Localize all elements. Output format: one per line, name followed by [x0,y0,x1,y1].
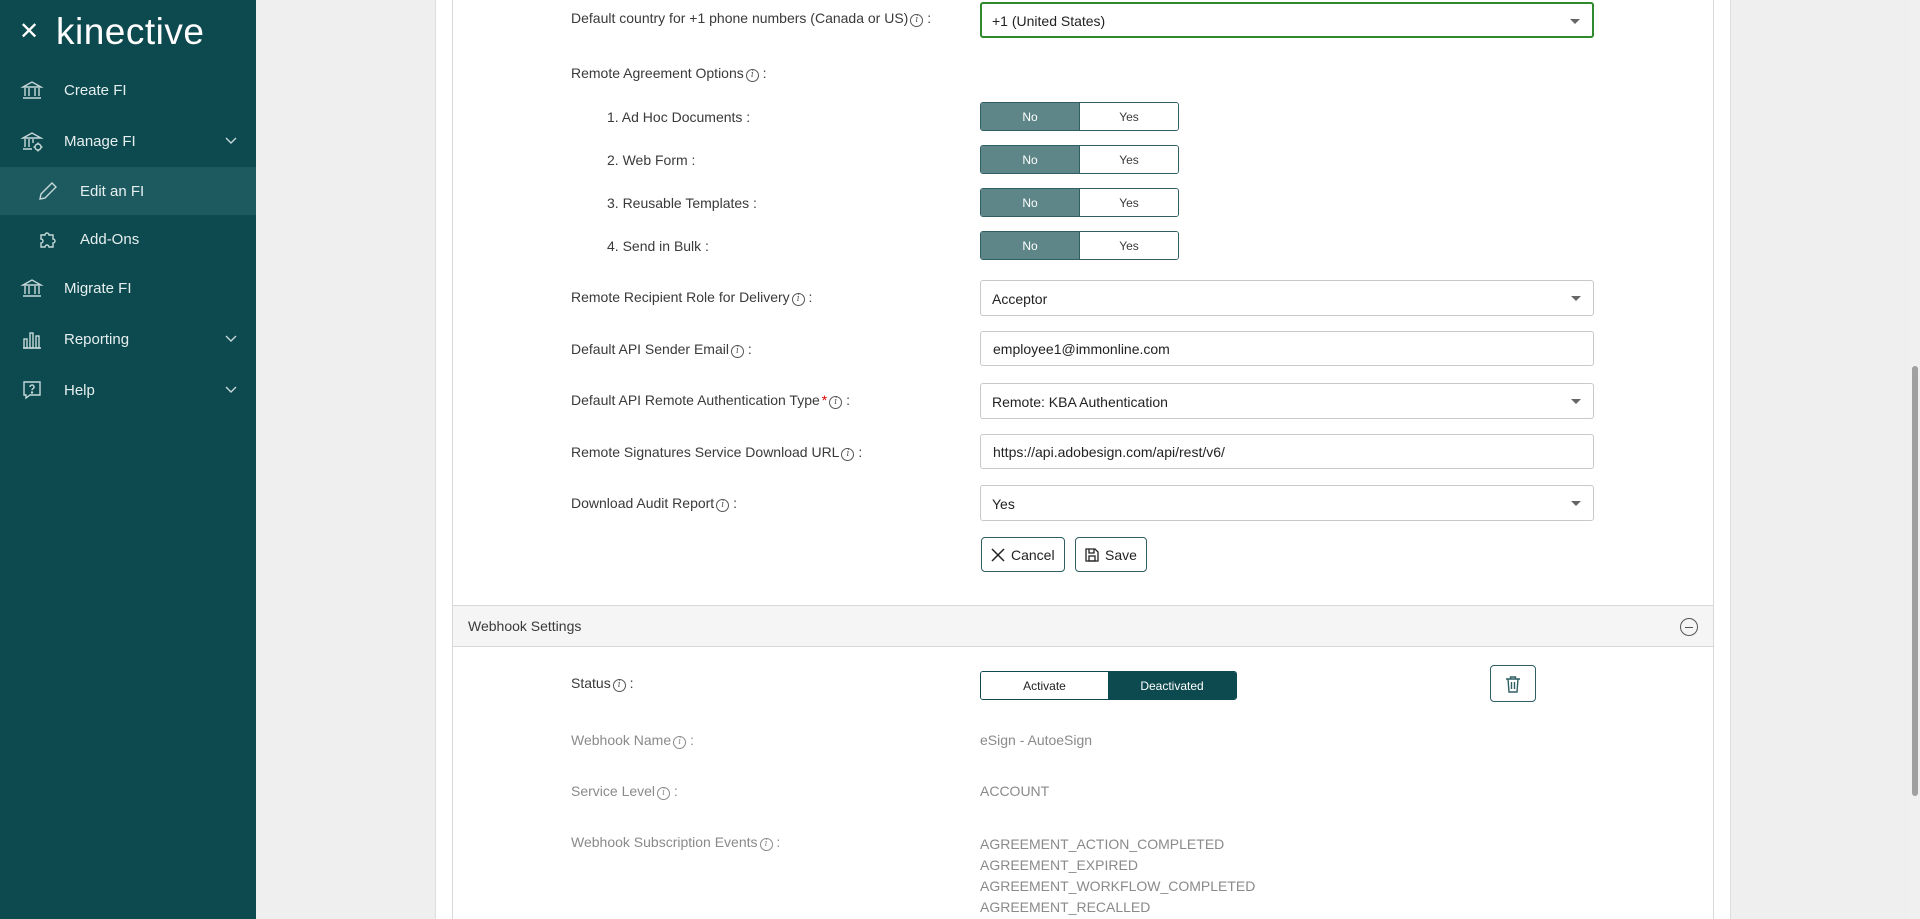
info-icon[interactable]: i [829,396,842,409]
sidebar-item-label: Migrate FI [64,279,132,297]
caret-down-icon [1571,399,1581,404]
cancel-button-label: Cancel [1011,546,1055,563]
auth-type-label: Default API Remote Authentication Type * i : [571,392,851,408]
close-icon [990,547,1006,563]
ad-hoc-documents-toggle [980,102,1179,131]
yes-option[interactable]: Yes [1079,146,1178,173]
info-icon[interactable]: i [760,838,773,851]
trash-icon [1505,675,1521,693]
required-marker: * [821,392,828,408]
caret-down-icon [1571,501,1581,506]
list-item: AGREEMENT_ACTION_COMPLETED [980,836,1225,852]
ad-hoc-documents-label: 1. Ad Hoc Documents : [607,109,751,125]
send-in-bulk-label: 4. Send in Bulk : [607,238,709,254]
no-option[interactable]: No [981,232,1079,259]
bank-icon [20,276,44,300]
sidebar-item-add-ons[interactable] [0,215,256,263]
webhook-name-value: eSign - AutoeSign [980,732,1093,748]
activate-option[interactable]: Activate [981,672,1108,699]
reusable-templates-label: 3. Reusable Templates : [607,195,757,211]
bar-chart-icon [20,327,44,351]
chevron-down-icon [224,382,238,396]
deactivated-option[interactable]: Deactivated [1108,672,1236,699]
brand-logo: kinective [56,11,205,52]
info-icon[interactable]: i [910,14,923,27]
info-icon[interactable]: i [657,787,670,800]
cancel-button[interactable] [981,537,1065,572]
sidebar-item-label: Reporting [64,330,130,348]
no-option[interactable]: No [981,103,1079,130]
close-icon[interactable]: ✕ [18,18,40,45]
no-option[interactable]: No [981,189,1079,216]
sidebar-item-create-fi[interactable] [0,66,256,114]
sidebar-item-label: Edit an FI [80,182,145,200]
chevron-down-icon [224,331,238,345]
auth-type-select[interactable]: Remote: KBA Authentication [980,383,1594,419]
sidebar [0,0,256,919]
caret-down-icon [1570,19,1580,24]
audit-report-select[interactable]: Yes [980,485,1594,521]
web-form-label: 2. Web Form : [607,152,696,168]
sender-email-input[interactable]: employee1@immonline.com [980,331,1594,366]
subscription-events-label: Webhook Subscription Events i : [571,834,781,850]
sidebar-item-label: Manage FI [64,132,136,150]
service-level-label: Service Level i : [571,783,678,799]
sidebar-header [0,0,256,64]
save-icon [1084,547,1100,563]
sidebar-item-label: Help [64,381,95,399]
chevron-down-icon [224,133,238,147]
sidebar-item-manage-fi[interactable] [0,117,256,165]
collapse-icon[interactable] [1680,618,1698,636]
save-button-label: Save [1105,546,1137,563]
info-icon[interactable]: i [841,448,854,461]
caret-down-icon [1571,296,1581,301]
webhook-settings-header[interactable] [453,605,1713,647]
sidebar-item-label: Add-Ons [80,230,140,248]
webhook-name-label: Webhook Name i : [571,732,694,748]
help-bubble-icon [20,378,44,402]
status-label: Status i : [571,675,634,691]
list-item: AGREEMENT_WORKFLOW_COMPLETED [980,878,1256,894]
remote-agreement-label: Remote Agreement Options i : [571,65,767,81]
status-toggle [980,671,1237,700]
audit-report-label: Download Audit Report i : [571,495,737,511]
reusable-templates-toggle [980,188,1179,217]
service-level-value: ACCOUNT [980,783,1050,799]
sidebar-item-edit-fi[interactable] [0,167,256,215]
sidebar-item-help[interactable] [0,366,256,414]
sidebar-item-reporting[interactable] [0,315,256,363]
download-url-label: Remote Signatures Service Download URL i : [571,444,863,460]
section-title: Webhook Settings [468,618,582,634]
subscription-events-list [980,834,1255,918]
info-icon[interactable]: i [673,736,686,749]
info-icon[interactable]: i [731,345,744,358]
no-option[interactable]: No [981,146,1079,173]
sidebar-item-migrate-fi[interactable] [0,264,256,312]
list-item: AGREEMENT_EXPIRED [980,857,1138,873]
info-icon[interactable]: i [716,499,729,512]
info-icon[interactable]: i [746,69,759,82]
puzzle-icon [36,227,60,251]
yes-option[interactable]: Yes [1079,232,1178,259]
sender-email-label: Default API Sender Email i : [571,341,752,357]
default-country-select[interactable]: +1 (United States) [980,2,1594,38]
download-url-input[interactable]: https://api.adobesign.com/api/rest/v6/ [980,434,1594,469]
default-country-label: Default country for +1 phone numbers (Canada or US) i : [571,10,932,26]
send-in-bulk-toggle [980,231,1179,260]
web-form-toggle [980,145,1179,174]
info-icon[interactable]: i [792,293,805,306]
sidebar-item-label: Create FI [64,81,127,99]
delete-webhook-button[interactable] [1490,665,1536,702]
list-item: AGREEMENT_RECALLED [980,899,1151,915]
recipient-role-label: Remote Recipient Role for Delivery i : [571,289,813,305]
pencil-icon [36,179,60,203]
info-icon[interactable]: i [613,679,626,692]
recipient-role-select[interactable]: Acceptor [980,280,1594,316]
yes-option[interactable]: Yes [1079,189,1178,216]
scrollbar-thumb[interactable] [1912,366,1918,796]
save-button[interactable] [1075,537,1147,572]
yes-option[interactable]: Yes [1079,103,1178,130]
bank-settings-icon [20,129,44,153]
bank-icon [20,78,44,102]
